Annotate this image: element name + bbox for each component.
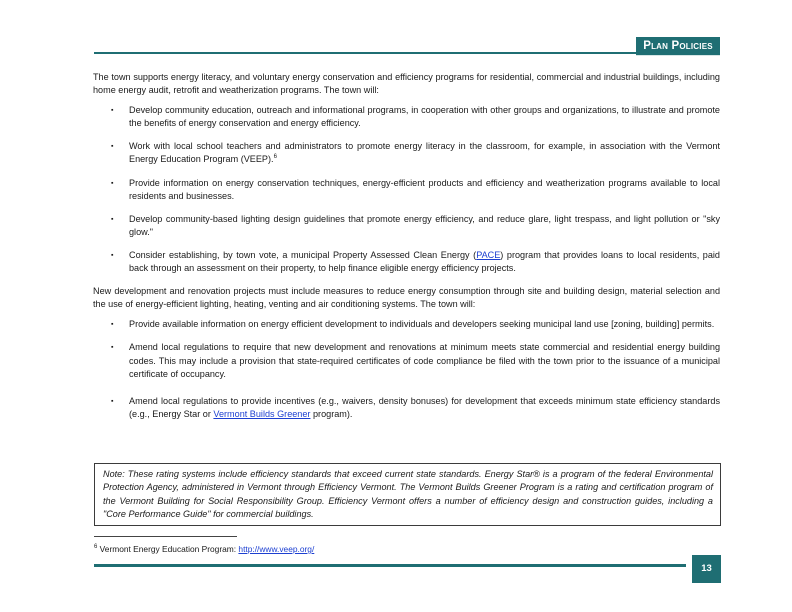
veep-url-link[interactable]: http://www.veep.org/ (238, 544, 315, 554)
footnote: $^6$ Vermont Energy Education Program: http://www.veep.org/ (94, 544, 315, 554)
list-item: ▪ Amend local regulations to require that new development and renovations at minimum meets state commercial and residential energy building codes. This may include a provision that state-required certificates of code compliance be filed with the town prior to the issuance of a municipal certificate of occupancy. (111, 342, 720, 379)
main-content (93, 71, 720, 431)
list-item: ▪ Develop community education, outreach and informational programs, in cooperation with other groups and organizations, to illustrate and promote the benefits of energy conservation and energy efficiency. (111, 105, 720, 129)
section-title-badge: Plan Policies (636, 37, 720, 56)
town-actions-list-1 (93, 104, 720, 275)
footnote-ref[interactable]: 6 (273, 154, 277, 161)
list-item: ▪ Provide available information on energy efficient development to individuals and developers seeking municipal land use [zoning, building] permits. (93, 318, 720, 331)
footnote-rule (94, 536, 237, 537)
town-actions-list-2 (93, 318, 720, 421)
square-bullet-icon: ▪ (111, 321, 114, 329)
footer-rule (94, 564, 686, 567)
square-bullet-icon: ▪ (111, 344, 114, 352)
rating-systems-note: Note: These rating systems include efficiency standards that exceed current state standards. Energy Star® is a program of the federal Environmental Protection Agency, administered in Vermont through Efficiency Vermont. The Vermont Builds Greener Program is a rating and certification program of the Vermont Building for Social Responsibility Group. Efficiency Vermont offers a number of efficiency design and construction guides, including a "Core Performance Guide" for commercial buildings. (94, 463, 721, 526)
square-bullet-icon: ▪ (111, 179, 114, 187)
square-bullet-icon: ▪ (111, 215, 114, 223)
header-rule (94, 52, 636, 54)
list-item: ▪ Amend local regulations to provide incentives (e.g., waivers, density bonuses) for development that exceeds minimum state efficiency standards (e.g., Energy Star or Vermont Builds Greener program). (111, 395, 720, 419)
list-item: ▪ Provide information on energy conservation techniques, energy-efficient products and efficiency and weatherization programs available to local residents and businesses. (111, 177, 720, 201)
intro-paragraph: The town supports energy literacy, and voluntary energy conservation and efficiency programs for residential, commercial and industrial buildings, including home energy audit, retrofit and weatherization programs. The town will: (93, 72, 720, 96)
square-bullet-icon: ▪ (111, 143, 114, 151)
list-item: ▪ Work with local school teachers and administrators to promote energy literacy in the classroom, for example, in association with the Vermont Energy Education Program (VEEP).$^6$ (111, 141, 720, 165)
development-paragraph: New development and renovation projects must include measures to reduce energy consumption through site and building design, material selection and the use of energy-efficient lighting, heating, venting and air conditioning systems. The town will: (93, 286, 720, 310)
list-item: ▪ Consider establishing, by town vote, a municipal Property Assessed Clean Energy (PACE) program that provides loans to local residents, paid back through an assessment on their property, to help finance eligible energy efficiency projects. (111, 249, 720, 274)
footnote-number: 6 (94, 544, 98, 551)
list-item: ▪ Develop community-based lighting design guidelines that promote energy efficiency, and reduce glare, light trespass, and light pollution or "sky glow." (111, 213, 720, 237)
square-bullet-icon: ▪ (111, 107, 114, 115)
vermont-builds-greener-link[interactable]: Vermont Builds Greener (213, 408, 311, 419)
square-bullet-icon: ▪ (111, 251, 114, 259)
pace-link[interactable]: PACE (476, 249, 501, 260)
page-number: 13 (692, 555, 721, 583)
square-bullet-icon: ▪ (111, 397, 114, 405)
